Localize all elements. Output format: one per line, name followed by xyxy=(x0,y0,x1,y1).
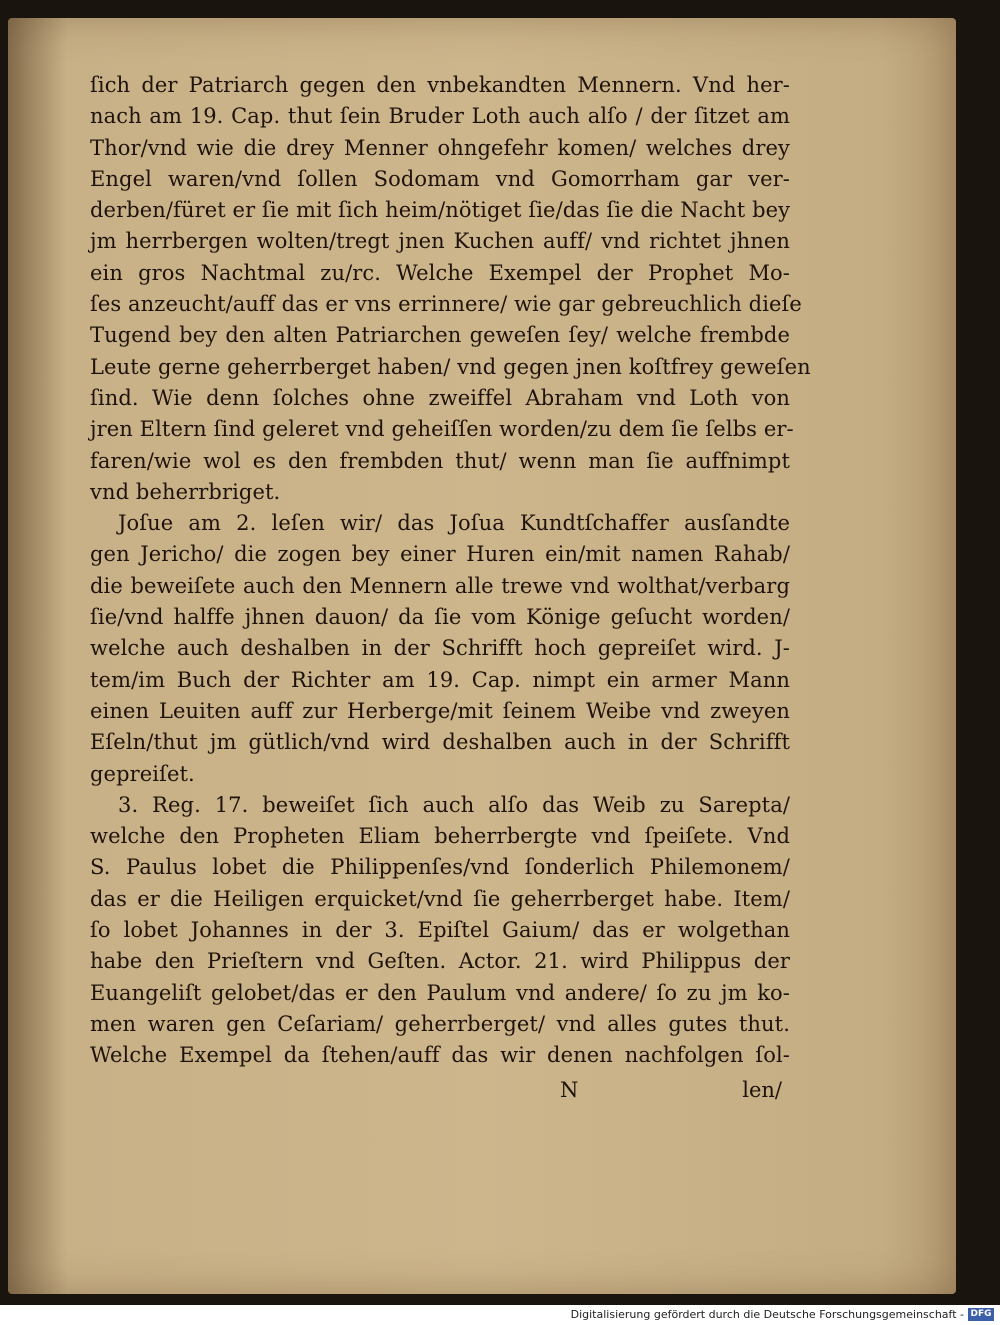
text-line: habe den Prieſtern vnd Geſten. Actor. 21. wird Philippus der xyxy=(90,949,790,974)
text-line: tem/im Buch der Richter am 19. Cap. nimpt ein armer Mann xyxy=(90,667,790,692)
text-line: 3. Reg. 17. beweiſet ſich auch alſo das Weib zu Sarepta/ xyxy=(118,792,790,817)
text-line: men waren gen Ceſariam/ geherrberget/ vnd alles gutes thut. xyxy=(90,1011,790,1036)
catchword: len/ xyxy=(742,1078,782,1102)
text-line: einen Leuiten auff zur Herberge/mit ſeinem Weibe vnd zweyen xyxy=(90,698,790,723)
text-line: gen Jericho/ die zogen bey einer Huren ein/mit namen Rahab/ xyxy=(90,542,790,567)
text-line: das er die Heiligen erquicket/vnd ſie geherrberget habe. Item/ xyxy=(90,886,790,911)
text-line: vnd beherrbriget. xyxy=(90,479,281,504)
text-line: Leute gerne geherrberget haben/ vnd gegen jnen koſtfrey geweſen xyxy=(90,354,811,379)
text-line: jren Eltern ſind geleret vnd geheiſſen worden/zu dem ſie ſelbs er- xyxy=(90,417,794,442)
text-line: Euangeliſt gelobet/das er den Paulum vnd andere/ ſo zu jm ko- xyxy=(90,980,790,1005)
text-line: faren/wie wol es den frembden thut/ wenn man ſie auffnimpt xyxy=(90,448,790,473)
text-line: ſie/vnd halffe jhnen dauon/ da ſie vom Könige geſucht worden/ xyxy=(90,605,790,630)
text-line: ſes anzeucht/auff das er vns errinnere/ wie gar gebreuchlich dieſe xyxy=(90,292,802,317)
text-line: ein gros Nachtmal zu/rc. Welche Exempel der Prophet Mo- xyxy=(90,260,790,285)
text-line: ſind. Wie denn ſolches ohne zweiffel Abraham vnd Loth von xyxy=(90,385,790,410)
text-line: Tugend bey den alten Patriarchen geweſen ſey/ welche frembde xyxy=(90,323,790,348)
dfg-logo: DFG xyxy=(968,1308,994,1321)
text-line: derben/füret er ſie mit ſich heim/nötiget ſie/das ſie die Nacht bey xyxy=(90,198,791,223)
text-line: Thor/vnd wie die drey Menner ohngefehr komen/ welches drey xyxy=(90,135,790,160)
text-line: welche den Propheten Eliam beherrbergte vnd ſpeiſete. Vnd xyxy=(90,824,790,849)
signature-mark: N xyxy=(560,1078,579,1102)
text-line: ſich der Patriarch gegen den vnbekandten Mennern. Vnd her- xyxy=(90,73,790,97)
text-line: jm herrbergen wolten/tregt jnen Kuchen auff/ vnd richtet jhnen xyxy=(90,229,790,254)
text-line: Joſue am 2. leſen wir/ das Joſua Kundtſchaffer ausſandte xyxy=(118,511,790,536)
text-line: Welche Exempel da ſtehen/auff das wir denen nachfolgen ſol- xyxy=(90,1043,790,1068)
page-foot-row xyxy=(90,1078,790,1110)
text-line: ſo lobet Johannes in der 3. Epiſtel Gaium/ das er wolgethan xyxy=(90,918,790,943)
page-text-block xyxy=(90,70,811,1072)
text-line: Eſeln/thut jm gütlich/vnd wird deshalben auch in der Schrifft xyxy=(90,730,790,755)
text-line: welche auch deshalben in der Schrifft hoch gepreiſet wird. J- xyxy=(90,636,790,661)
text-line: die beweiſete auch den Mennern alle trewe vnd wolthat/verbarg xyxy=(90,573,790,598)
text-line: S. Paulus lobet die Philippenſes/vnd ſonderlich Philemonem/ xyxy=(90,855,790,880)
book-page xyxy=(8,18,956,1294)
text-line: gepreiſet. xyxy=(90,761,195,786)
text-line: Engel waren/vnd ſollen Sodomam vnd Gomorrham gar ver- xyxy=(90,166,790,191)
digitization-footer xyxy=(0,1305,1000,1325)
text-line: nach am 19. Cap. thut ſein Bruder Loth auch alſo / der ſitzet am xyxy=(90,104,790,129)
funding-credit: Digitalisierung gefördert durch die Deutsche Forschungsgemeinschaft - xyxy=(570,1308,964,1321)
